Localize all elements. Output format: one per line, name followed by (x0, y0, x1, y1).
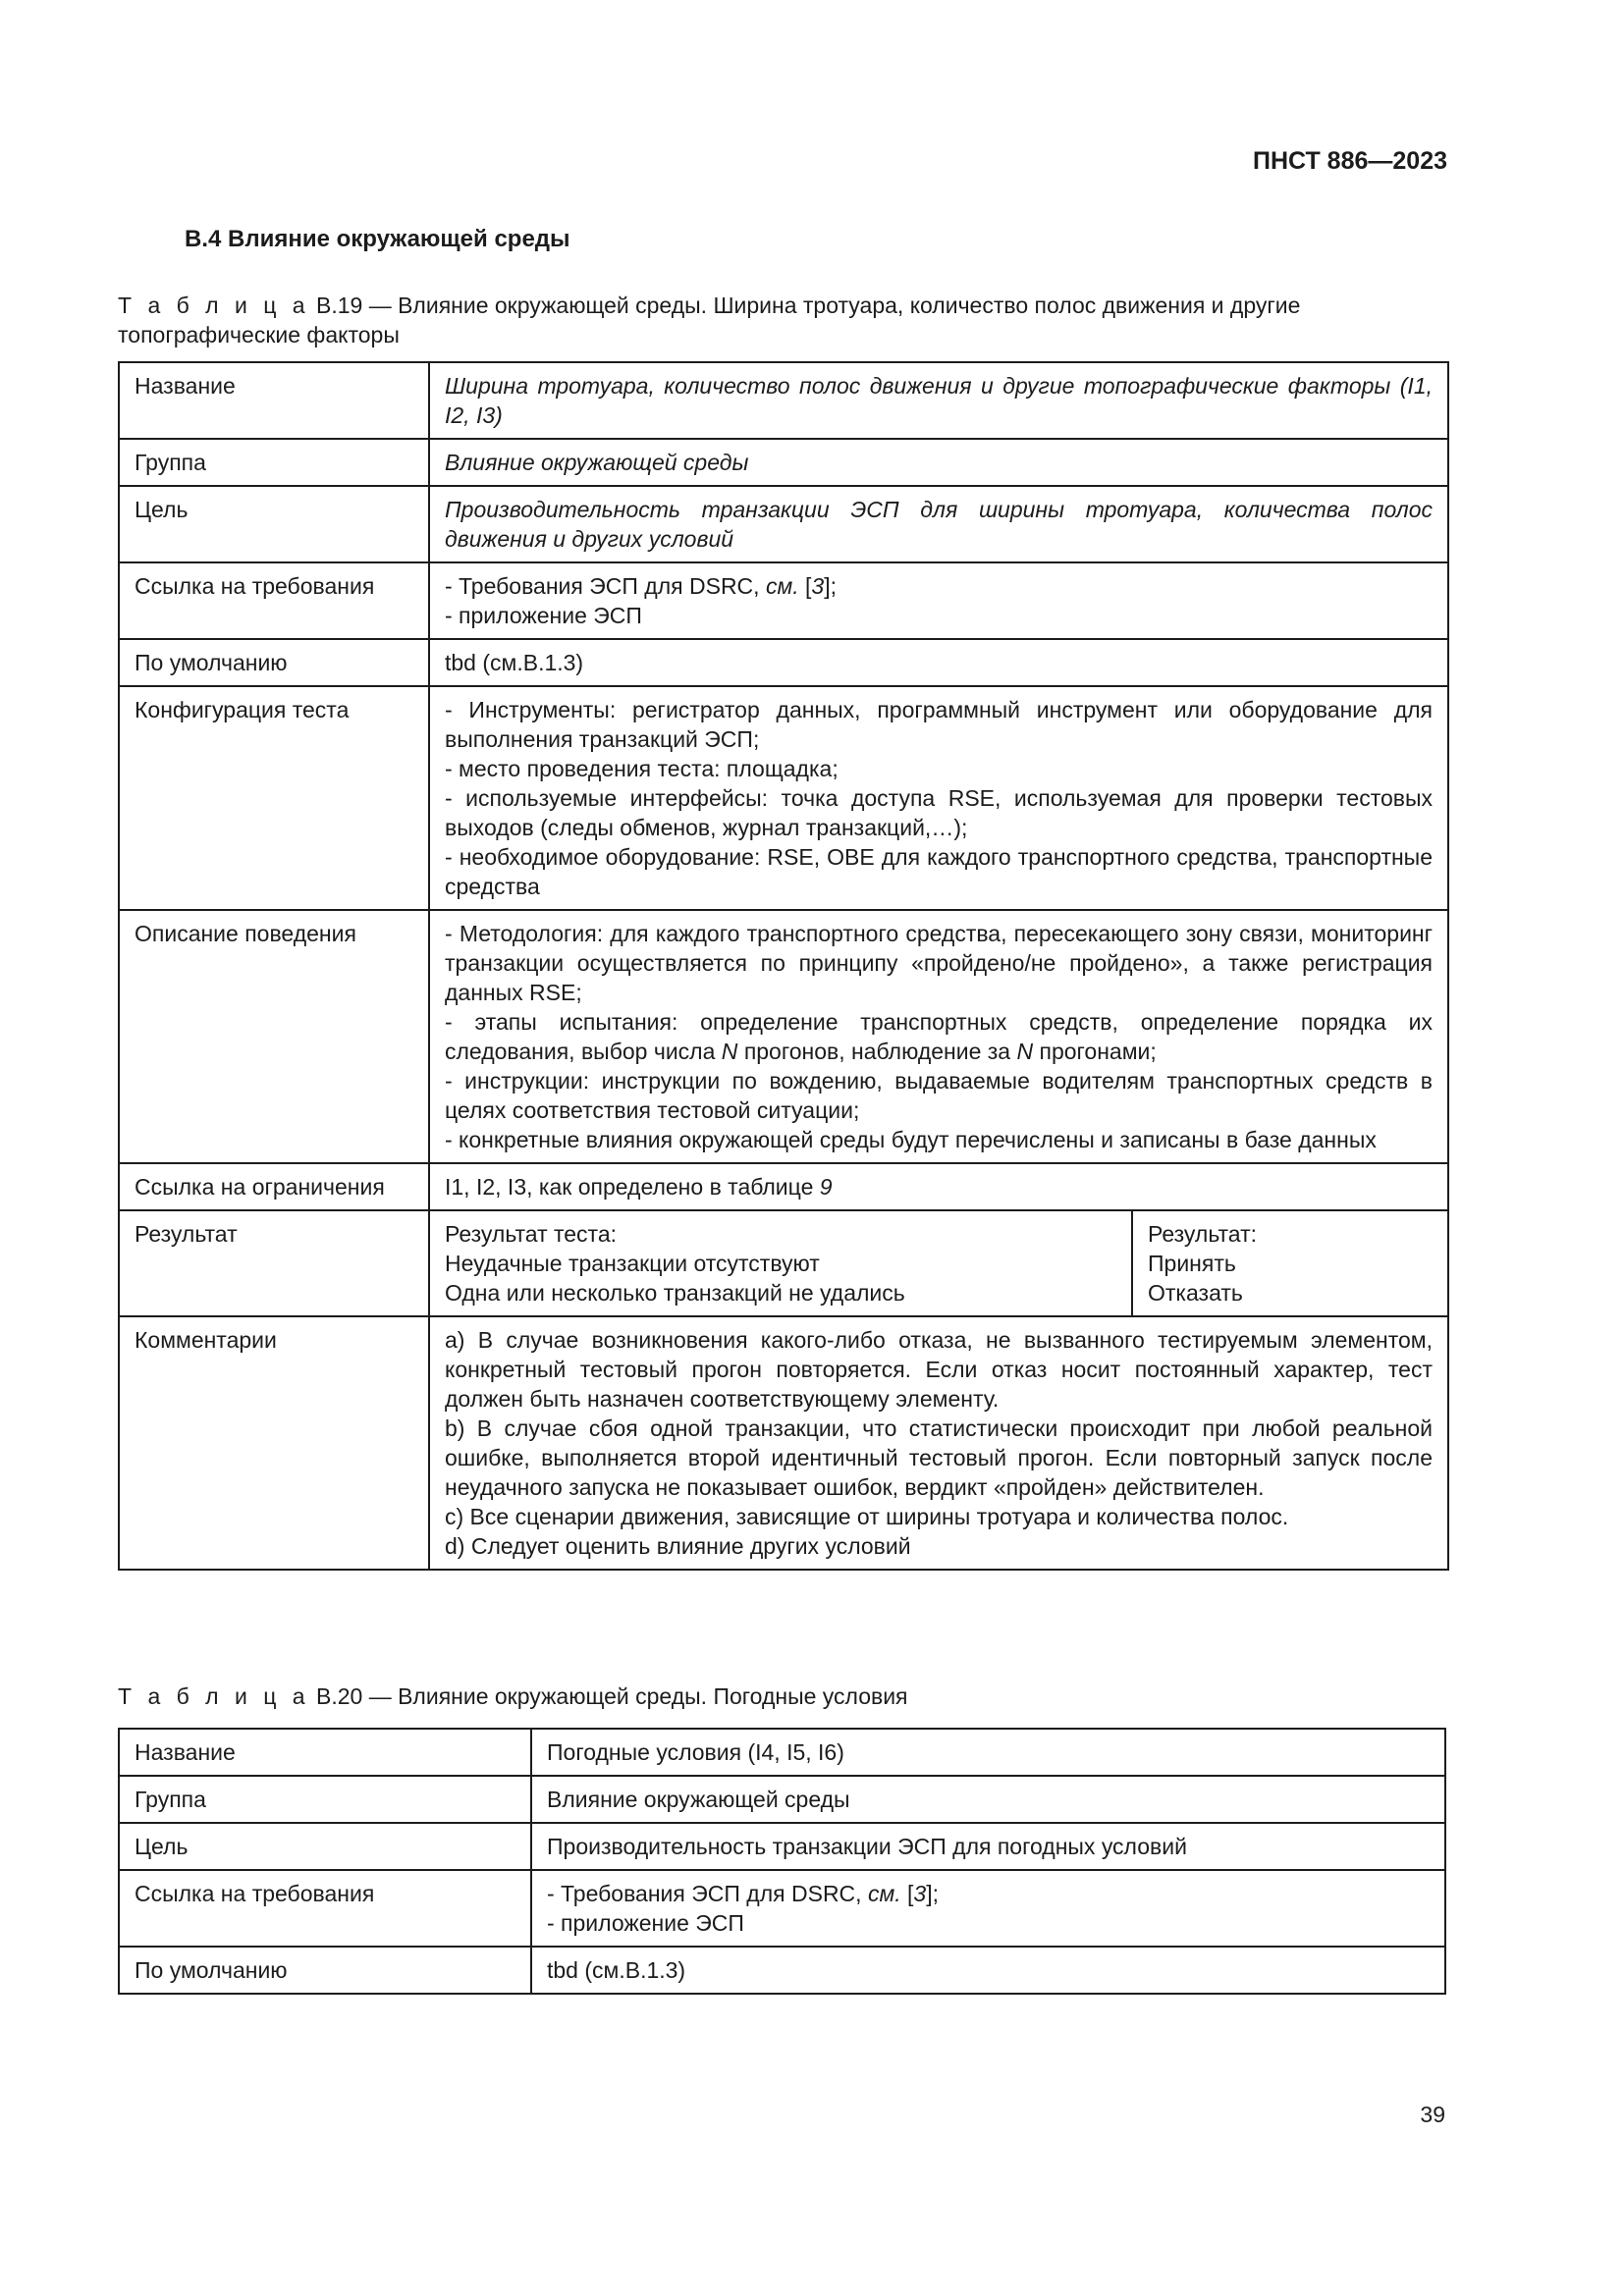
table-row (119, 1823, 1445, 1870)
comment-line: a) В случае возникновения какого-либо отказа, не вызванного тестируемым элементом, конкретный тестовый прогон повторяется. Если отказ носит постоянный характер, тест должен быть назначен соответствующему элементу. (445, 1327, 1434, 1412)
table-row (119, 1163, 1448, 1210)
row-label-requirements: Ссылка на требования (119, 1870, 531, 1947)
row-label-name: Название (119, 1729, 531, 1776)
row-label-config: Конфигурация теста (119, 686, 429, 910)
table-b19-caption-prefix: Т а б л и ц а (118, 293, 310, 318)
row-value-default: tbd (см.В.1.3) (429, 639, 1448, 686)
behavior-line: - этапы испытания: определение транспортных средств, определение порядка их следования, выбор числа N прогонов, наблюдение за N прогонами; (445, 1009, 1434, 1064)
row-value-behavior (429, 910, 1448, 1163)
config-line: - место проведения теста: площадка; (445, 756, 839, 781)
config-line: - используемые интерфейсы: точка доступа RSE, используемая для проверки тестовых выходов (следы обменов, журнал транзакций,…); (445, 785, 1434, 840)
row-label-limits: Ссылка на ограничения (119, 1163, 429, 1210)
row-label-group: Группа (119, 1776, 531, 1823)
page-number: 39 (1420, 2102, 1445, 2127)
comment-line: b) В случае сбоя одной транзакции, что статистически происходит при любой реальной ошибке, выполняется второй идентичный тестовый прогон. Если повторный запуск после неудачного запуска не показывает ошибок, вердикт «пройден» действителен. (445, 1415, 1434, 1500)
table-row (119, 1776, 1445, 1823)
row-value-result-test (429, 1210, 1132, 1316)
requirements-line-2: - приложение ЭСП (547, 1910, 744, 1936)
table-b20-caption-prefix: Т а б л и ц а (118, 1683, 310, 1709)
row-value-name: Погодные условия (I4, I5, I6) (531, 1729, 1445, 1776)
behavior-line: - инструкции: инструкции по вождению, выдаваемые водителям транспортных средств в целях соответствия тестовой ситуации; (445, 1068, 1434, 1123)
row-label-group: Группа (119, 439, 429, 486)
result-test-line: Неудачные транзакции отсутствуют (445, 1251, 820, 1276)
comment-line: c) Все сценарии движения, зависящие от ширины тротуара и количества полос. (445, 1504, 1289, 1529)
comment-line: d) Следует оценить влияние других условий (445, 1533, 911, 1559)
table-row (119, 1210, 1448, 1316)
result-verdict-line: Результат: (1148, 1221, 1257, 1247)
row-value-requirements (531, 1870, 1445, 1947)
table-row (119, 486, 1448, 562)
result-test-line: Результат теста: (445, 1221, 618, 1247)
table-b20-caption (118, 1682, 1443, 1711)
table-row (119, 439, 1448, 486)
requirements-line-2: - приложение ЭСП (445, 603, 642, 628)
table-b19-caption (118, 291, 1443, 349)
row-value-comments (429, 1316, 1448, 1570)
row-value-name: Ширина тротуара, количество полос движения и другие топографические факторы (I1, I2, I3) (429, 362, 1448, 439)
result-verdict-line: Отказать (1148, 1280, 1243, 1306)
row-value-result-verdict (1132, 1210, 1448, 1316)
row-label-requirements: Ссылка на требования (119, 562, 429, 639)
table-b20-caption-text: В.20 — Влияние окружающей среды. Погодные условия (315, 1683, 908, 1709)
row-value-limits: I1, I2, I3, как определено в таблице 9 (429, 1163, 1448, 1210)
config-line: - Инструменты: регистратор данных, программный инструмент или оборудование для выполнения транзакций ЭСП; (445, 697, 1434, 752)
row-label-goal: Цель (119, 1823, 531, 1870)
table-row (119, 686, 1448, 910)
row-value-group: Влияние окружающей среды (429, 439, 1448, 486)
table-b19-caption-text: В.19 — Влияние окружающей среды. Ширина тротуара, количество полос движения и другие топографические факторы (118, 293, 1301, 347)
table-b19 (118, 361, 1449, 1571)
requirements-line-1: - Требования ЭСП для DSRC, см. [3]; (445, 573, 837, 599)
requirements-line-1: - Требования ЭСП для DSRC, см. [3]; (547, 1881, 939, 1906)
table-row (119, 1729, 1445, 1776)
row-label-comments: Комментарии (119, 1316, 429, 1570)
table-b20 (118, 1728, 1446, 1995)
behavior-line: - конкретные влияния окружающей среды будут перечислены и записаны в базе данных (445, 1127, 1377, 1152)
row-label-result: Результат (119, 1210, 429, 1316)
config-line: - необходимое оборудование: RSE, OBE для каждого транспортного средства, транспортные средства (445, 844, 1434, 899)
table-row (119, 1316, 1448, 1570)
table-row (119, 1870, 1445, 1947)
section-heading: В.4 Влияние окружающей среды (185, 226, 570, 252)
row-value-default: tbd (см.В.1.3) (531, 1947, 1445, 1994)
table-row (119, 639, 1448, 686)
table-row (119, 1947, 1445, 1994)
row-label-default: По умолчанию (119, 1947, 531, 1994)
table-row (119, 910, 1448, 1163)
row-value-group: Влияние окружающей среды (531, 1776, 1445, 1823)
row-value-goal: Производительность транзакции ЭСП для погодных условий (531, 1823, 1445, 1870)
row-value-goal: Производительность транзакции ЭСП для ширины тротуара, количества полос движения и других условий (429, 486, 1448, 562)
row-value-config (429, 686, 1448, 910)
table-row (119, 362, 1448, 439)
row-label-goal: Цель (119, 486, 429, 562)
row-value-requirements (429, 562, 1448, 639)
row-label-name: Название (119, 362, 429, 439)
row-label-default: По умолчанию (119, 639, 429, 686)
table-row (119, 562, 1448, 639)
result-verdict-line: Принять (1148, 1251, 1236, 1276)
row-label-behavior: Описание поведения (119, 910, 429, 1163)
document-code: ПНСТ 886—2023 (1253, 147, 1447, 175)
result-test-line: Одна или несколько транзакций не удались (445, 1280, 905, 1306)
behavior-line: - Методология: для каждого транспортного средства, пересекающего зону связи, мониторинг транзакции осуществляется по принципу «пройдено/не пройдено», а также регистрация данных RSE; (445, 921, 1434, 1005)
